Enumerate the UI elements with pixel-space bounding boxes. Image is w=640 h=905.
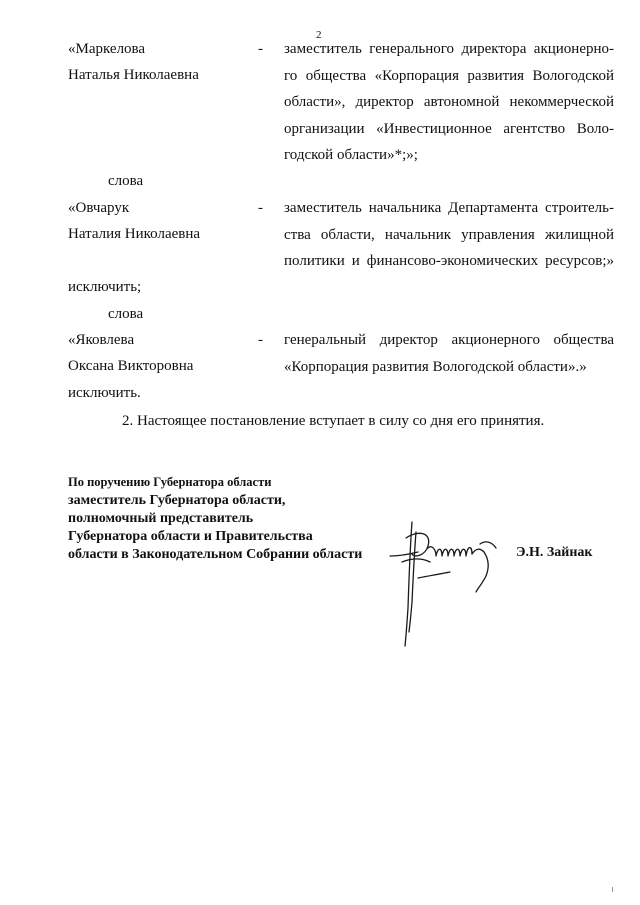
desc-line: «Корпорация развития Вологодской области».» [284, 358, 587, 375]
desc-line: годской области»*;»; [284, 147, 418, 163]
word-exclude: исключить; [68, 279, 142, 295]
word-slova: слова [108, 173, 144, 189]
scan-speck [612, 887, 613, 892]
desc-line: политики и финансово-экономических ресурсов;» [284, 253, 614, 269]
position-description [284, 327, 614, 380]
dash: - [258, 332, 263, 348]
signature-title-line: Губернатора области и Правительства [68, 529, 313, 544]
signature-title-line: заместитель Губернатора области, [68, 493, 286, 508]
person-name: Наталья Николаевна [68, 67, 199, 83]
word-exclude: исключить. [68, 385, 141, 401]
person-surname: «Яковлева [68, 332, 135, 348]
person-name: Оксана Викторовна [68, 358, 194, 374]
desc-line: заместитель начальника Департамента строитель- [284, 200, 614, 216]
signature-title-line: полномочный представитель [68, 511, 254, 526]
position-description [284, 195, 614, 275]
handwritten-signature [388, 518, 506, 658]
dash: - [258, 200, 263, 216]
desc-line: го общества «Корпорация развития Вологодской [284, 67, 614, 84]
desc-line: области», директор автономной некоммерческой [284, 94, 614, 110]
person-surname: «Овчарук [68, 200, 130, 216]
signature-on-behalf: По поручению Губернатора области [68, 475, 272, 489]
paragraph-2: 2. Настоящее постановление вступает в силу со дня его принятия. [122, 413, 545, 429]
page-number: 2 [316, 29, 322, 41]
person-surname: «Маркелова [68, 41, 146, 57]
dash: - [258, 41, 263, 57]
desc-line: генеральный директор акционерного общества [284, 332, 614, 348]
word-slova: слова [108, 306, 144, 322]
position-description [284, 36, 614, 169]
person-name: Наталия Николаевна [68, 226, 201, 242]
signature-title-line: области в Законодательном Собрании области [68, 547, 363, 562]
signer-name: Э.Н. Зайнак [516, 545, 593, 560]
desc-line: организации «Инвестиционное агентство Воло- [284, 120, 614, 137]
desc-line: заместитель генерального директора акционерно- [284, 41, 614, 57]
desc-line: ства области, начальник управления жилищной [284, 226, 614, 243]
